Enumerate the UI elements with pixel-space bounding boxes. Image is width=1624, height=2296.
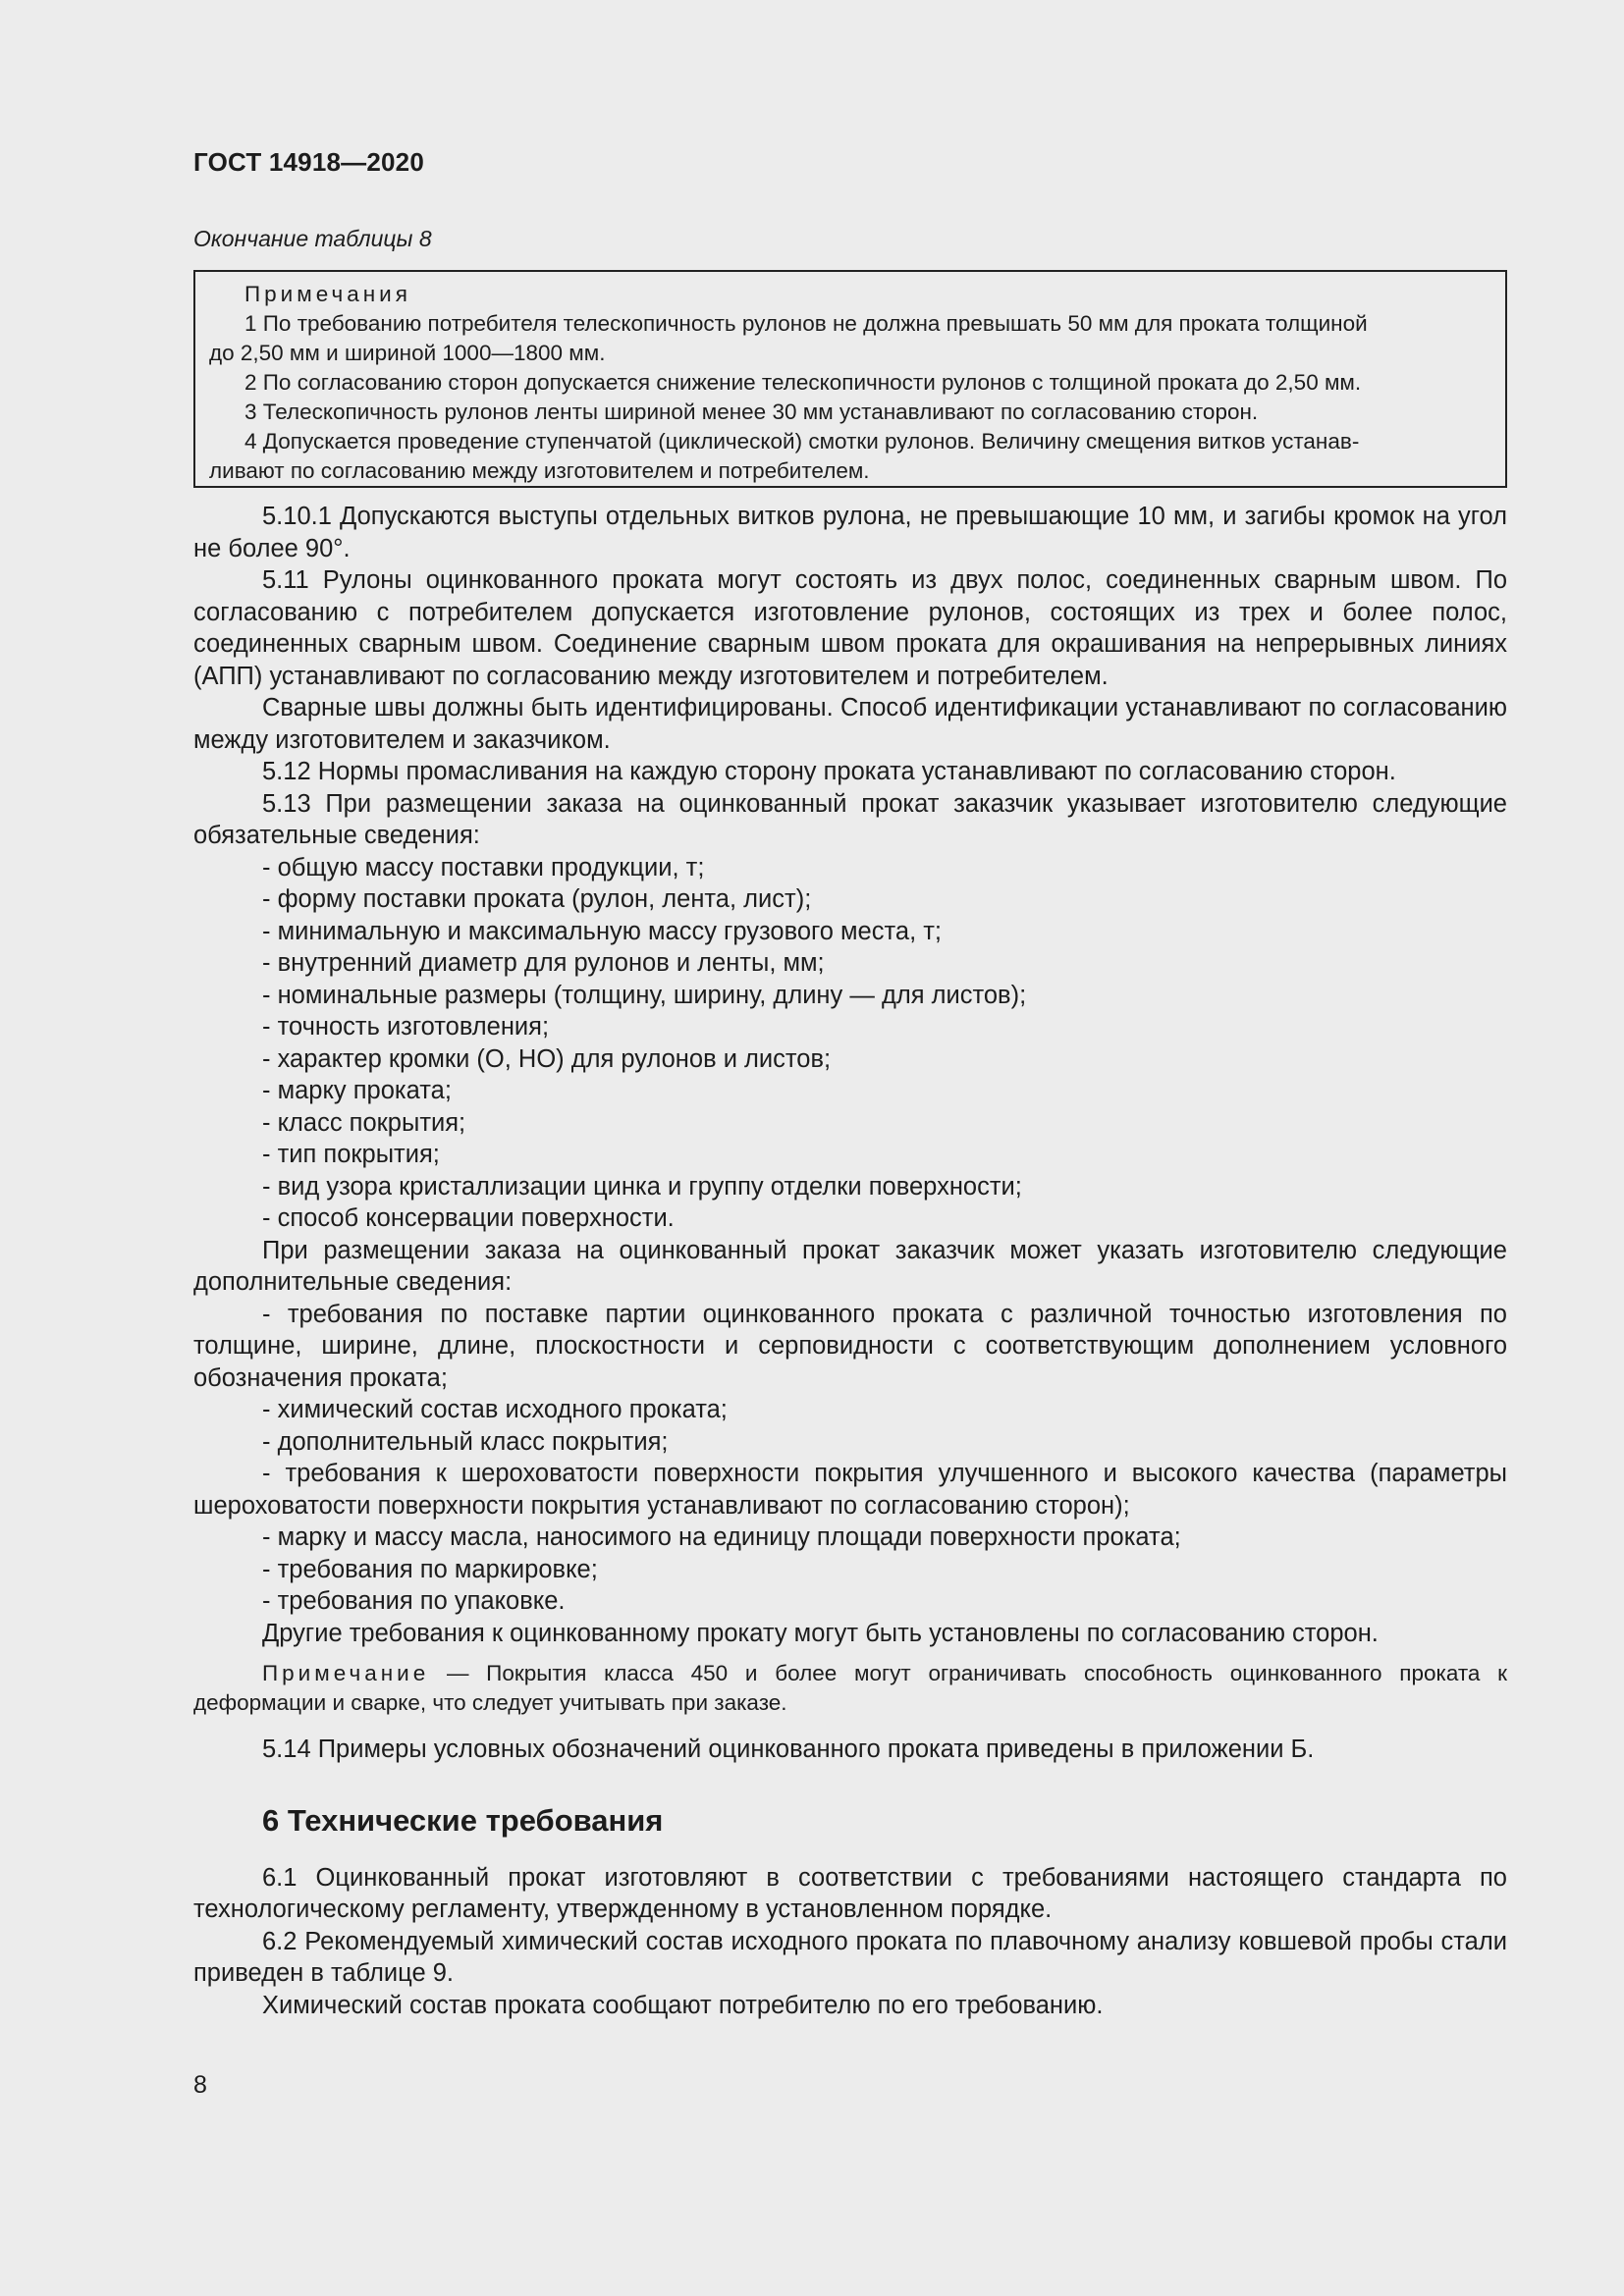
note-4-line-1: 4 Допускается проведение ступенчатой (циклической) смотки рулонов. Величину смещения витков устанав- bbox=[244, 429, 1360, 454]
paragraph-5-13: 5.13 При размещении заказа на оцинкованный прокат заказчик указывает изготовителю следующие обязательные сведения: bbox=[193, 789, 1507, 849]
required-item: - тип покрытия; bbox=[262, 1141, 440, 1168]
paragraph-5-12: 5.12 Нормы промасливания на каждую сторону проката устанавливают по согласованию сторон. bbox=[262, 758, 1396, 785]
required-item: - способ консервации поверхности. bbox=[262, 1204, 675, 1232]
note-1-line-1: 1 По требованию потребителя телескопичность рулонов не должна превышать 50 мм для проката толщиной bbox=[244, 311, 1368, 336]
required-item: - общую массу поставки продукции, т; bbox=[262, 853, 705, 881]
required-item: - внутренний диаметр для рулонов и ленты, мм; bbox=[262, 949, 825, 977]
note-2: 2 По согласованию сторон допускается снижение телескопичности рулонов с толщиной проката до 2,50 мм. bbox=[244, 370, 1362, 395]
table-caption: Окончание таблицы 8 bbox=[193, 226, 432, 251]
paragraph-optional-intro: При размещении заказа на оцинкованный прокат заказчик может указать изготовителю следующие дополнительные сведения: bbox=[193, 1236, 1507, 1296]
document-header: ГОСТ 14918—2020 bbox=[193, 147, 424, 177]
required-item: - класс покрытия; bbox=[262, 1108, 466, 1137]
page-number: 8 bbox=[193, 2071, 207, 2099]
optional-item: - химический состав исходного проката; bbox=[262, 1396, 728, 1423]
paragraph-6-2: 6.2 Рекомендуемый химический состав исходного проката по плавочному анализу ковшевой пробы стали приведен в таблице 9. bbox=[193, 1927, 1507, 1987]
paragraph-5-14: 5.14 Примеры условных обозначений оцинкованного проката приведены в приложении Б. bbox=[262, 1735, 1315, 1763]
paragraph-5-10-1: 5.10.1 Допускаются выступы отдельных витков рулона, не превышающие 10 мм, и загибы кромок на угол не более 90°. bbox=[193, 503, 1507, 562]
optional-item: - требования к шероховатости поверхности покрытия улучшенного и высокого качества (параметры шероховатости поверхности покрытия устанавливают по согласованию сторон); bbox=[193, 1460, 1507, 1520]
notes-box bbox=[193, 270, 1507, 488]
body-text bbox=[193, 501, 1507, 2021]
note-3: 3 Телескопичность рулонов ленты шириной менее 30 мм устанавливают по согласованию сторон. bbox=[244, 400, 1259, 424]
optional-item: - дополнительный класс покрытия; bbox=[262, 1427, 669, 1456]
optional-item: - требования по маркировке; bbox=[262, 1555, 598, 1583]
required-item: - номинальные размеры (толщину, ширину, длину — для листов); bbox=[262, 981, 1027, 1009]
paragraph-welds: Сварные швы должны быть идентифицированы. Способ идентификации устанавливают по согласованию между изготовителем и заказчиком. bbox=[193, 694, 1507, 754]
paragraph-chem: Химический состав проката сообщают потребителю по его требованию. bbox=[262, 1991, 1104, 2019]
note-4-line-2: ливают по согласованию между изготовителем и потребителем. bbox=[209, 458, 870, 483]
required-item: - характер кромки (О, НО) для рулонов и листов; bbox=[262, 1044, 832, 1073]
notes-heading: Примечания bbox=[244, 282, 411, 306]
note-1-line-2: до 2,50 мм и шириной 1000—1800 мм. bbox=[209, 341, 606, 365]
required-item: - форму поставки проката (рулон, лента, лист); bbox=[262, 885, 812, 913]
optional-item: - требования по упаковке. bbox=[262, 1587, 566, 1615]
required-item: - точность изготовления; bbox=[262, 1013, 550, 1041]
section-title: 6 Технические требования bbox=[262, 1802, 664, 1838]
note-text: — Покрытия класса 450 и более могут ограничивать способность оцинкованного проката к деформации и сварке, что следует учитывать при заказе. bbox=[193, 1661, 1507, 1715]
paragraph-6-1: 6.1 Оцинкованный прокат изготовляют в соответствии с требованиями настоящего стандарта по технологическому регламенту, утвержденному в установленном порядке. bbox=[193, 1863, 1507, 1923]
required-item: - марку проката; bbox=[262, 1077, 452, 1104]
paragraph-5-11: 5.11 Рулоны оцинкованного проката могут состоять из двух полос, соединенных сварным швом. По согласованию с потребителем допускается изготовление рулонов, состоящих из трех и более полос, соединенных сварным швом. Соединение сварным швом проката для окрашивания на непрерывных линиях (АПП) устанавливают по согласованию между изготовителем и потребителем. bbox=[193, 566, 1507, 690]
required-item: - минимальную и максимальную массу грузового места, т; bbox=[262, 917, 942, 945]
optional-item: - требования по поставке партии оцинкованного проката с различной точностью изготовления по толщине, ширине, длине, плоскостности и серповидности с соответствующим дополнением условного обозначения проката; bbox=[193, 1300, 1507, 1392]
optional-item: - марку и массу масла, наносимого на единицу площади поверхности проката; bbox=[262, 1523, 1181, 1551]
paragraph-other: Другие требования к оцинкованному прокату могут быть установлены по согласованию сторон. bbox=[262, 1619, 1379, 1647]
note bbox=[193, 1659, 1507, 1718]
required-item: - вид узора кристаллизации цинка и группу отделки поверхности; bbox=[262, 1172, 1022, 1201]
note-label: Примечание bbox=[262, 1661, 430, 1685]
